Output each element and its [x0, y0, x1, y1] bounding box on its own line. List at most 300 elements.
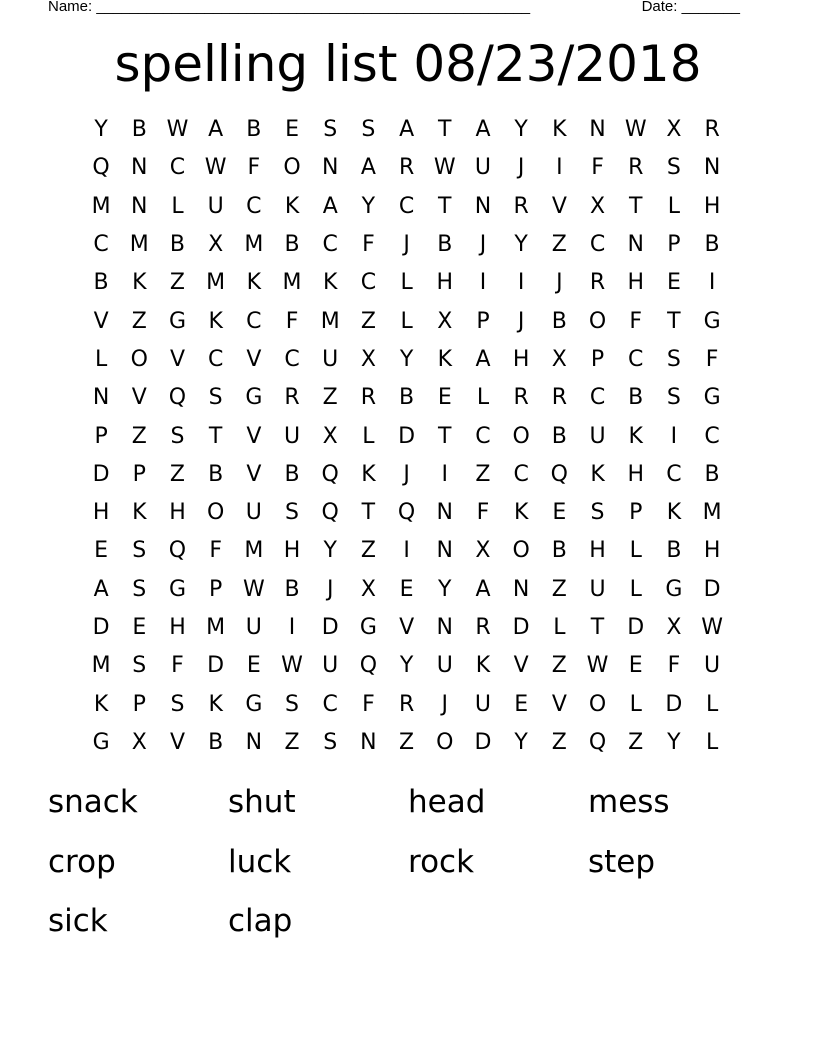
- grid-letter: D: [92, 615, 110, 640]
- grid-letter: Q: [550, 461, 568, 487]
- grid-letter: A: [322, 193, 338, 219]
- grid-letter: W: [433, 155, 456, 181]
- grid-letter: M: [206, 615, 226, 640]
- grid-letter: N: [245, 729, 263, 755]
- grid-letter: Z: [628, 729, 644, 755]
- grid-letter: M: [91, 193, 111, 219]
- grid-letter: N: [131, 155, 148, 181]
- grid-letter: C: [704, 423, 720, 449]
- grid-letter: X: [475, 538, 491, 564]
- word-list-item: crop: [48, 843, 116, 880]
- grid-letter: S: [170, 691, 185, 717]
- grid-letter: K: [666, 500, 682, 526]
- grid-letter: E: [437, 385, 452, 411]
- word-list-item: shut: [228, 784, 296, 820]
- grid-letter: S: [323, 729, 338, 755]
- grid-letter: K: [437, 346, 452, 372]
- grid-letter: S: [132, 538, 147, 564]
- word-list-item: luck: [228, 843, 292, 880]
- grid-letter: M: [282, 270, 302, 296]
- grid-letter: E: [399, 576, 414, 602]
- grid-letter: J: [441, 691, 449, 717]
- grid-letter: Y: [94, 117, 108, 143]
- grid-letter: V: [246, 423, 262, 449]
- grid-letter: P: [667, 232, 681, 258]
- grid-letter: I: [479, 270, 487, 296]
- grid-letter: L: [553, 615, 566, 640]
- grid-letter: R: [475, 615, 491, 640]
- grid-letter: P: [132, 461, 146, 487]
- grid-letter: S: [132, 653, 147, 679]
- grid-letter: C: [475, 423, 491, 449]
- grid-letter: Z: [169, 461, 185, 487]
- grid-letter: N: [436, 500, 454, 526]
- grid-letter: L: [362, 423, 375, 449]
- grid-letter: C: [589, 232, 606, 258]
- grid-letter: Y: [361, 193, 376, 219]
- word-list: [48, 780, 768, 959]
- grid-letter: Z: [360, 538, 376, 564]
- grid-letter: L: [400, 270, 413, 296]
- grid-letter: B: [551, 308, 567, 334]
- grid-letter: B: [399, 385, 415, 411]
- grid-letter: V: [169, 346, 185, 372]
- grid-letter: H: [627, 461, 644, 487]
- grid-letter: C: [169, 155, 186, 181]
- grid-letter: L: [94, 346, 108, 372]
- grid-letter: G: [168, 308, 186, 334]
- grid-letter: Y: [438, 576, 452, 602]
- grid-letter: C: [322, 691, 338, 717]
- grid-letter: Z: [551, 729, 567, 755]
- grid-letter: R: [513, 193, 529, 219]
- grid-letter: C: [589, 385, 606, 411]
- grid-letter: V: [93, 308, 109, 334]
- grid-letter: B: [246, 117, 262, 143]
- grid-letter: N: [92, 385, 110, 411]
- grid-letter: W: [701, 615, 723, 640]
- grid-letter: I: [556, 155, 563, 181]
- grid-letter: M: [129, 232, 149, 258]
- grid-letter: M: [244, 232, 264, 258]
- grid-letter: Q: [92, 155, 110, 181]
- grid-letter: Q: [321, 500, 339, 526]
- grid-letter: Z: [360, 308, 376, 334]
- grid-letter: T: [628, 193, 643, 219]
- grid-letter: F: [362, 691, 375, 717]
- grid-letter: N: [474, 193, 492, 219]
- grid-letter: X: [666, 615, 682, 640]
- grid-letter: Q: [168, 538, 187, 564]
- grid-letter: D: [92, 461, 110, 487]
- word-list-item: rock: [408, 843, 475, 880]
- grid-letter: B: [284, 576, 300, 602]
- grid-letter: A: [399, 117, 415, 143]
- grid-letter: T: [208, 423, 223, 449]
- grid-letter: U: [245, 500, 262, 526]
- grid-letter: M: [91, 653, 111, 679]
- grid-letter: H: [169, 615, 186, 640]
- grid-letter: C: [246, 193, 262, 219]
- grid-letter: B: [666, 538, 682, 564]
- grid-letter: E: [666, 270, 681, 296]
- grid-letter: O: [588, 308, 607, 334]
- grid-letter: R: [513, 385, 529, 411]
- grid-letter: J: [479, 232, 487, 258]
- grid-letter: H: [589, 538, 606, 564]
- grid-letter: N: [703, 155, 721, 181]
- grid-letter: I: [517, 270, 525, 296]
- grid-letter: Z: [551, 653, 567, 679]
- grid-letter: O: [512, 538, 530, 564]
- grid-letter: P: [476, 308, 490, 334]
- word-list-item: snack: [48, 784, 138, 820]
- grid-letter: G: [245, 385, 263, 411]
- grid-letter: T: [667, 308, 681, 334]
- grid-letter: L: [400, 308, 413, 334]
- grid-letter: E: [246, 653, 261, 679]
- word-list-item: sick: [48, 903, 108, 939]
- grid-letter: V: [551, 691, 567, 717]
- grid-letter: C: [628, 346, 644, 372]
- grid-letter: T: [438, 117, 452, 143]
- grid-letter: O: [512, 423, 530, 449]
- grid-letter: O: [436, 729, 454, 755]
- grid-letter: R: [628, 155, 644, 181]
- grid-letter: K: [590, 461, 605, 487]
- word-list-item: mess: [588, 784, 670, 820]
- grid-letter: W: [586, 653, 609, 679]
- grid-letter: F: [285, 308, 299, 334]
- grid-letter: Q: [168, 385, 187, 411]
- grid-letter: N: [436, 615, 454, 640]
- letter-grid: [82, 111, 731, 762]
- grid-letter: D: [627, 615, 645, 640]
- grid-letter: B: [628, 385, 644, 411]
- grid-letter: U: [283, 423, 301, 449]
- grid-letter: S: [666, 385, 681, 411]
- grid-letter: Z: [551, 232, 567, 258]
- grid-letter: C: [284, 346, 300, 372]
- grid-letter: X: [437, 308, 453, 334]
- grid-letter: H: [169, 500, 186, 526]
- grid-letter: C: [93, 232, 109, 258]
- grid-letter: F: [171, 653, 184, 679]
- grid-letter: V: [246, 346, 262, 372]
- grid-letter: R: [360, 385, 377, 411]
- grid-letter: E: [285, 117, 299, 143]
- grid-letter: A: [475, 117, 491, 143]
- grid-letter: G: [92, 729, 110, 755]
- grid-letter: G: [665, 576, 683, 602]
- grid-letter: C: [322, 232, 338, 258]
- grid-letter: U: [474, 691, 492, 717]
- grid-letter: K: [513, 500, 529, 526]
- grid-letter: Q: [397, 500, 416, 526]
- grid-letter: P: [590, 346, 605, 372]
- grid-letter: B: [551, 423, 567, 449]
- grid-letter: Q: [359, 653, 378, 679]
- grid-letter: S: [666, 346, 681, 372]
- grid-letter: A: [475, 346, 491, 372]
- grid-letter: V: [246, 461, 262, 487]
- grid-letter: Z: [169, 270, 185, 296]
- grid-letter: D: [398, 423, 416, 449]
- grid-letter: V: [513, 653, 529, 679]
- grid-letter: M: [206, 270, 226, 296]
- grid-letter: H: [627, 270, 644, 296]
- grid-letter: L: [667, 193, 681, 219]
- grid-letter: N: [627, 232, 644, 258]
- grid-letter: B: [437, 232, 453, 258]
- grid-letter: I: [288, 615, 296, 640]
- grid-letter: W: [204, 155, 227, 181]
- grid-letter: N: [512, 576, 530, 602]
- grid-letter: S: [361, 117, 376, 143]
- grid-letter: S: [285, 691, 300, 717]
- grid-letter: I: [670, 423, 678, 449]
- grid-letter: K: [284, 193, 300, 219]
- grid-letter: U: [322, 653, 339, 679]
- grid-letter: F: [476, 500, 490, 526]
- grid-letter: J: [326, 576, 334, 602]
- grid-letter: Z: [399, 729, 415, 755]
- grid-letter: F: [247, 155, 261, 181]
- grid-letter: S: [323, 117, 338, 143]
- grid-letter: A: [475, 576, 491, 602]
- grid-letter: R: [284, 385, 300, 411]
- grid-letter: P: [629, 500, 643, 526]
- grid-letter: Z: [131, 423, 147, 449]
- grid-letter: U: [589, 576, 606, 602]
- grid-letter: T: [438, 193, 452, 219]
- grid-letter: Y: [399, 346, 414, 372]
- grid-letter: Y: [399, 653, 414, 679]
- grid-letter: S: [666, 155, 681, 181]
- grid-letter: B: [169, 232, 186, 258]
- grid-letter: J: [403, 461, 410, 487]
- grid-letter: G: [703, 308, 721, 334]
- grid-letter: D: [207, 653, 225, 679]
- grid-letter: B: [284, 461, 300, 487]
- date-field-label: Date: _______: [641, 0, 740, 15]
- grid-letter: P: [94, 423, 108, 449]
- grid-letter: F: [667, 653, 681, 679]
- grid-letter: X: [666, 117, 682, 143]
- grid-letter: P: [132, 691, 146, 717]
- grid-letter: I: [441, 461, 449, 487]
- grid-letter: Y: [514, 117, 528, 143]
- grid-letter: Y: [514, 729, 528, 755]
- grid-letter: S: [208, 385, 223, 411]
- grid-letter: M: [702, 500, 722, 526]
- grid-letter: X: [131, 729, 147, 755]
- grid-letter: K: [132, 270, 147, 296]
- grid-letter: L: [171, 193, 184, 219]
- grid-letter: G: [168, 576, 186, 602]
- grid-letter: B: [284, 232, 300, 258]
- grid-letter: Q: [588, 729, 607, 755]
- grid-letter: F: [705, 346, 719, 372]
- grid-letter: S: [590, 500, 605, 526]
- grid-letter: B: [551, 538, 567, 564]
- grid-letter: C: [398, 193, 415, 219]
- grid-letter: U: [704, 653, 721, 679]
- grid-letter: J: [403, 232, 410, 258]
- grid-letter: X: [208, 232, 224, 258]
- grid-letter: B: [704, 461, 720, 487]
- grid-letter: H: [283, 538, 301, 564]
- grid-letter: X: [360, 346, 376, 372]
- grid-letter: H: [703, 538, 721, 564]
- grid-letter: V: [551, 193, 567, 219]
- grid-letter: O: [130, 346, 148, 372]
- grid-letter: C: [513, 461, 529, 487]
- grid-letter: I: [708, 270, 716, 296]
- word-list-item: step: [588, 843, 656, 880]
- grid-letter: U: [322, 346, 339, 372]
- grid-letter: D: [703, 576, 721, 602]
- name-field-label: Name: ____________________________________________________: [48, 0, 531, 15]
- grid-letter: U: [474, 155, 492, 181]
- grid-letter: D: [512, 615, 530, 640]
- grid-letter: L: [629, 538, 642, 564]
- grid-letter: C: [666, 461, 682, 487]
- grid-letter: U: [436, 653, 453, 679]
- grid-letter: J: [517, 308, 525, 334]
- grid-letter: U: [207, 193, 224, 219]
- grid-letter: Z: [322, 385, 338, 411]
- grid-letter: K: [208, 691, 223, 717]
- grid-letter: W: [281, 653, 303, 679]
- grid-letter: Z: [284, 729, 300, 755]
- grid-letter: G: [359, 615, 377, 640]
- grid-letter: R: [589, 270, 606, 296]
- grid-letter: E: [514, 691, 529, 717]
- grid-letter: K: [93, 691, 109, 717]
- grid-letter: T: [590, 615, 605, 640]
- grid-letter: K: [132, 500, 147, 526]
- grid-letter: E: [132, 615, 147, 640]
- grid-letter: X: [360, 576, 376, 602]
- grid-letter: S: [132, 576, 147, 602]
- grid-letter: B: [208, 461, 224, 487]
- grid-letter: Z: [131, 308, 147, 334]
- grid-letter: K: [323, 270, 338, 296]
- grid-letter: G: [703, 385, 721, 411]
- grid-letter: O: [283, 155, 301, 181]
- grid-letter: Y: [514, 232, 528, 258]
- grid-letter: H: [92, 500, 110, 526]
- grid-letter: B: [93, 270, 109, 296]
- header-line: [48, 0, 740, 15]
- word-list-item: clap: [228, 903, 293, 939]
- grid-letter: K: [475, 653, 491, 679]
- grid-letter: B: [208, 729, 224, 755]
- grid-letter: Y: [667, 729, 681, 755]
- grid-letter: X: [589, 193, 606, 219]
- grid-letter: W: [242, 576, 265, 602]
- grid-letter: S: [170, 423, 185, 449]
- grid-letter: A: [208, 117, 224, 143]
- grid-letter: K: [246, 270, 262, 296]
- grid-letter: D: [665, 691, 683, 717]
- grid-letter: B: [704, 232, 720, 258]
- grid-letter: N: [360, 729, 377, 755]
- grid-letter: N: [589, 117, 606, 143]
- grid-letter: L: [629, 691, 642, 717]
- grid-letter: E: [628, 653, 643, 679]
- grid-letter: B: [131, 117, 147, 143]
- grid-letter: L: [476, 385, 490, 411]
- grid-letter: K: [552, 117, 567, 143]
- grid-letter: T: [361, 500, 376, 526]
- grid-letter: K: [361, 461, 376, 487]
- grid-letter: C: [207, 346, 224, 372]
- grid-letter: F: [362, 232, 375, 258]
- page-title: spelling list 08/23/2018: [114, 35, 702, 93]
- grid-letter: W: [166, 117, 189, 143]
- grid-letter: K: [628, 423, 643, 449]
- grid-letter: J: [517, 155, 525, 181]
- grid-letter: R: [398, 155, 415, 181]
- grid-letter: O: [206, 500, 225, 526]
- grid-letter: Z: [475, 461, 491, 487]
- grid-letter: J: [556, 270, 563, 296]
- grid-letter: V: [399, 615, 415, 640]
- grid-letter: P: [209, 576, 223, 602]
- grid-letter: A: [93, 576, 109, 602]
- grid-letter: N: [321, 155, 339, 181]
- grid-letter: H: [436, 270, 454, 296]
- grid-letter: X: [322, 423, 338, 449]
- grid-letter: L: [705, 691, 719, 717]
- grid-letter: I: [403, 538, 410, 564]
- grid-letter: T: [438, 423, 452, 449]
- grid-letter: X: [551, 346, 567, 372]
- grid-letter: H: [512, 346, 530, 372]
- grid-letter: H: [703, 193, 721, 219]
- grid-letter: L: [629, 576, 642, 602]
- grid-letter: R: [398, 691, 415, 717]
- grid-letter: E: [94, 538, 109, 564]
- grid-letter: N: [436, 538, 454, 564]
- grid-letter: R: [704, 117, 720, 143]
- grid-letter: O: [588, 691, 607, 717]
- grid-letter: V: [131, 385, 147, 411]
- grid-letter: C: [246, 308, 262, 334]
- grid-letter: V: [169, 729, 185, 755]
- grid-letter: R: [551, 385, 567, 411]
- grid-letter: S: [285, 500, 300, 526]
- grid-letter: C: [360, 270, 377, 296]
- grid-letter: F: [591, 155, 604, 181]
- grid-letter: Y: [323, 538, 337, 564]
- grid-letter: E: [552, 500, 567, 526]
- grid-letter: U: [245, 615, 262, 640]
- grid-letter: M: [320, 308, 340, 334]
- grid-letter: N: [131, 193, 148, 219]
- word-list-item: head: [408, 784, 486, 820]
- grid-letter: Z: [551, 576, 567, 602]
- grid-letter: D: [321, 615, 339, 640]
- grid-letter: K: [208, 308, 223, 334]
- grid-letter: M: [244, 538, 264, 564]
- grid-letter: F: [629, 308, 643, 334]
- grid-letter: F: [209, 538, 222, 564]
- grid-letter: L: [705, 729, 719, 755]
- grid-letter: Q: [321, 461, 339, 487]
